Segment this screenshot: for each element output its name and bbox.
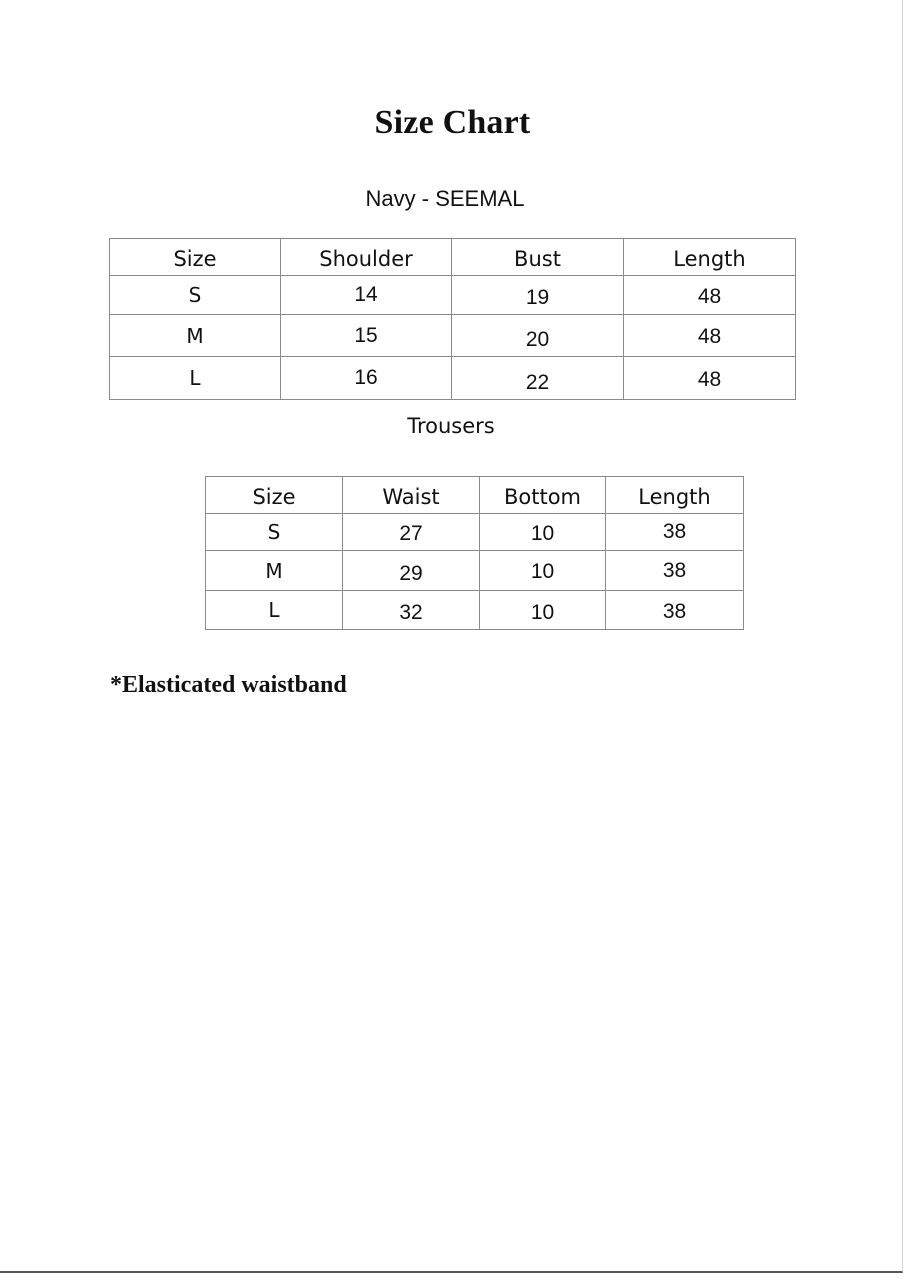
table-header-row [110, 239, 796, 276]
length-cell: 48 [624, 276, 796, 315]
header-shoulder: Shoulder [281, 239, 452, 276]
table-row [110, 315, 796, 357]
size-cell: M [206, 551, 343, 591]
size-cell: L [206, 591, 343, 630]
trousers-size-table [205, 476, 744, 630]
header-size: Size [206, 477, 343, 514]
shoulder-cell: 14 [281, 276, 452, 315]
header-size: Size [110, 239, 281, 276]
bottom-cell: 10 [480, 514, 606, 551]
bust-cell: 20 [452, 315, 624, 357]
length-cell: 48 [624, 315, 796, 357]
header-bust: Bust [452, 239, 624, 276]
size-cell: M [110, 315, 281, 357]
waist-cell: 27 [343, 514, 480, 551]
waist-cell: 32 [343, 591, 480, 630]
length-cell: 38 [606, 514, 744, 551]
size-cell: L [110, 357, 281, 400]
header-length: Length [624, 239, 796, 276]
bust-cell: 22 [452, 357, 624, 400]
table-row [110, 276, 796, 315]
table-header-row [206, 477, 744, 514]
bust-cell: 19 [452, 276, 624, 315]
header-length: Length [606, 477, 744, 514]
size-cell: S [110, 276, 281, 315]
trousers-title: Trousers [407, 414, 495, 438]
table-row [206, 551, 744, 591]
product-name: Navy - SEEMAL [365, 186, 525, 211]
page-title: Size Chart [374, 104, 531, 141]
bottom-cell: 10 [480, 551, 606, 591]
length-cell: 48 [624, 357, 796, 400]
length-cell: 38 [606, 591, 744, 630]
header-bottom: Bottom [480, 477, 606, 514]
table-row [206, 591, 744, 630]
top-size-table [109, 238, 796, 400]
table-row [206, 514, 744, 551]
table-row [110, 357, 796, 400]
shoulder-cell: 15 [281, 315, 452, 357]
waist-cell: 29 [343, 551, 480, 591]
waistband-note: *Elasticated waistband [110, 672, 347, 698]
size-cell: S [206, 514, 343, 551]
length-cell: 38 [606, 551, 744, 591]
bottom-cell: 10 [480, 591, 606, 630]
header-waist: Waist [343, 477, 480, 514]
shoulder-cell: 16 [281, 357, 452, 400]
